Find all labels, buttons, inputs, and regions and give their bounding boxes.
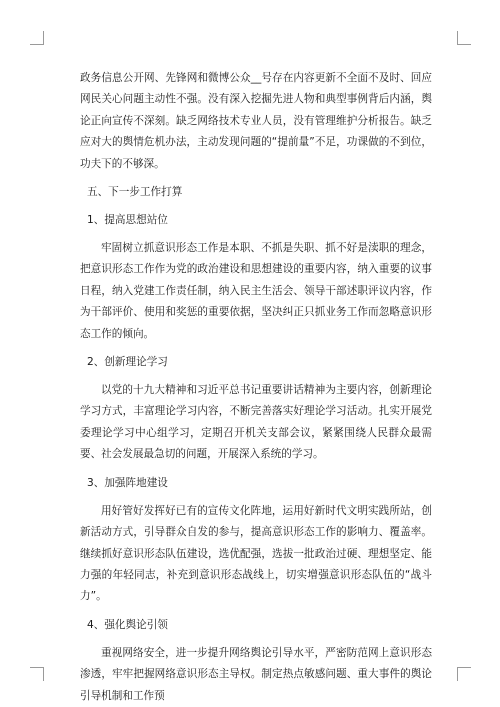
paragraph-4: 重视网络安全，进一步提升网络舆论引导水平，严密防范网上意识形态渗透，牢牢把握网络意识形态主导权。制定热点敏感问题、重大事件的舆论引导机制和工作预	[80, 646, 432, 702]
crop-mark-top-right-h	[457, 44, 471, 45]
crop-mark-top-left-v	[43, 31, 44, 45]
paragraph-intro: 政务信息公开网、先锋网和微博公众__号存在内容更新不全面不及时、回应网民关心问题主动性不强。没有深入挖掘先进人物和典型事例背后内涵，舆论正向宣传不深刻。缺乏网络技术专业人员，没有管理维护分析报告。缺乏应对大的舆情危机办法，主动发现问题的“提前量”不足，功课做的不到位，功夫下的不够深。	[80, 72, 432, 170]
crop-mark-top-right-v	[457, 31, 458, 45]
crop-mark-bottom-right-h	[457, 667, 471, 668]
crop-mark-top-left-h	[30, 44, 44, 45]
paragraph-2: 以党的十九大精神和习近平总书记重要讲话精神为主要内容，创新理论学习方式，丰富理论学习内容，不断完善落实好理论学习活动。扎实开展党委理论学习中心组学习，定期召开机关支部会议，紧紧围绕人民群众最需要、社会发展最急切的问题，开展深入系统的学习。	[80, 384, 432, 461]
subheading-4: 4、强化舆论引领	[87, 618, 168, 631]
paragraph-3: 用好管好发挥好已有的宣传文化阵地，运用好新时代文明实践所站，创新活动方式，引导群众自发的参与，提高意识形态工作的影响力、覆盖率。继续抓好意识形态队伍建设，选优配强，选拔一批政治过硬、理想坚定、能力强的年轻同志，补充到意识形态战线上，切实增强意识形态队伍的“战斗力”。	[80, 504, 432, 603]
subheading-2: 2、创新理论学习	[87, 356, 168, 369]
subheading-1: 1、提高思想站位	[87, 214, 168, 227]
paragraph-1: 牢固树立抓意识形态工作是本职、不抓是失职、抓不好是渎职的理念，把意识形态工作作为党的政治建设和思想建设的重要内容，纳入重要的议事日程，纳入党建工作责任制，纳入民主生活会、领导干部述职评议内容，作为干部评价、使用和奖惩的重要依据，坚决纠正只抓业务工作而忽略意识形态工作的倾向。	[80, 242, 432, 340]
section-heading-next-steps: 五、下一步工作打算	[87, 186, 183, 199]
crop-mark-bottom-right-v	[457, 667, 458, 681]
crop-mark-bottom-left-h	[30, 667, 44, 668]
document-body	[80, 68, 432, 707]
subheading-3: 3、加强阵地建设	[87, 476, 168, 489]
crop-mark-bottom-left-v	[43, 667, 44, 681]
